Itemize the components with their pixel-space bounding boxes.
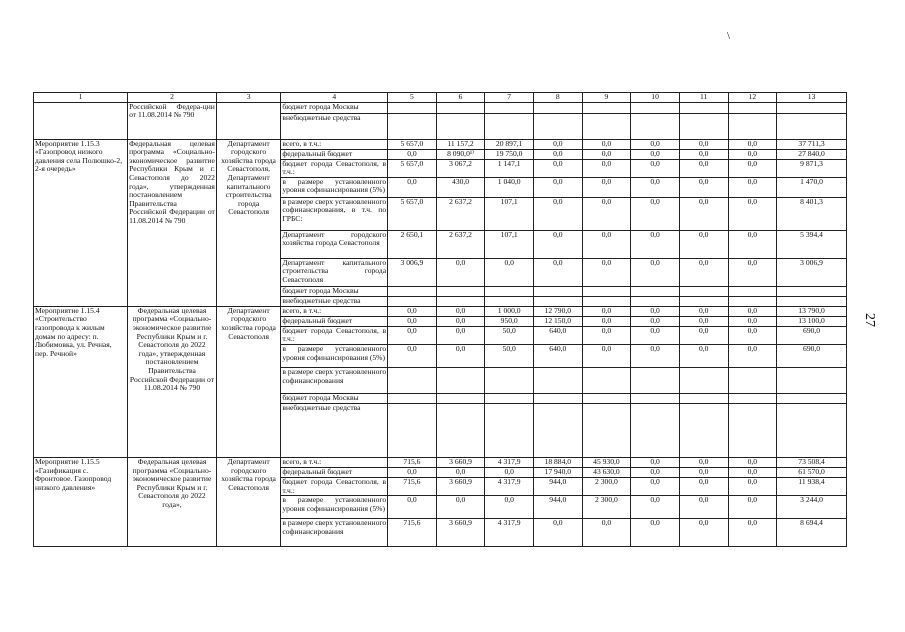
- value-cell: 0,0: [388, 467, 437, 477]
- value-cell: 5 394,4: [777, 230, 847, 258]
- value-cell: [388, 403, 437, 457]
- source-label: Департамент капитального строительства города Севастополя: [281, 258, 388, 286]
- value-cell: 1 040,0: [485, 177, 534, 197]
- value-cell: 27 840,0: [777, 149, 847, 159]
- source-label: бюджет города Москвы: [281, 102, 388, 113]
- value-cell: 5 657,0: [388, 197, 437, 230]
- cell-blank: [216, 102, 280, 139]
- value-cell: 0,0: [582, 197, 631, 230]
- value-cell: [582, 102, 631, 113]
- source-label: федеральный бюджет: [281, 316, 388, 326]
- value-cell: 37 711,3: [777, 139, 847, 149]
- value-cell: 0,0: [679, 344, 728, 367]
- value-cell: 0,0: [631, 344, 680, 367]
- value-cell: 0,0: [728, 306, 777, 316]
- value-cell: [582, 286, 631, 296]
- budget-table: [33, 92, 847, 547]
- source-label: в размере установленного уровня софинансирования (5%): [281, 496, 388, 519]
- value-cell: [534, 403, 583, 457]
- value-cell: 0,0: [631, 477, 680, 495]
- value-cell: [582, 403, 631, 457]
- value-cell: 0,0: [485, 258, 534, 286]
- value-cell: 0,0: [728, 149, 777, 159]
- measure-title: Мероприятие 1.15.3 «Газопровод низкого давления села Полюшко-2, 2-я очередь»: [34, 139, 128, 306]
- value-cell: 0,0: [631, 139, 680, 149]
- value-cell: 20 897,1: [485, 139, 534, 149]
- value-cell: 950,0: [485, 316, 534, 326]
- value-cell: 0,0: [631, 326, 680, 344]
- value-cell: 640,0: [534, 344, 583, 367]
- header-cell: 2: [128, 93, 217, 103]
- value-cell: 43 630,0: [582, 467, 631, 477]
- value-cell: 3 006,9: [388, 258, 437, 286]
- value-cell: [777, 296, 847, 306]
- value-cell: 0,0: [679, 326, 728, 344]
- value-cell: 0,0: [679, 467, 728, 477]
- value-cell: 8 090,0¹⁾: [436, 149, 485, 159]
- value-cell: 0,0: [582, 316, 631, 326]
- value-cell: 2 300,0: [582, 477, 631, 495]
- source-label: в размере сверх установленного софинансирования: [281, 367, 388, 393]
- measure-title: Мероприятие 1.15.5 «Газификация с. Фронтовое. Газопровод низкого давления»: [34, 457, 128, 546]
- value-cell: [631, 113, 680, 139]
- value-cell: 0,0: [679, 139, 728, 149]
- value-cell: 0,0: [679, 496, 728, 519]
- header-cell: 11: [679, 93, 728, 103]
- value-cell: 0,0: [534, 149, 583, 159]
- value-cell: [485, 393, 534, 403]
- value-cell: [728, 393, 777, 403]
- value-cell: [485, 113, 534, 139]
- value-cell: 0,0: [728, 316, 777, 326]
- department-cell: Департамент городского хозяйства города Севастополя, Департамент капитального строительства города Севастополя: [216, 139, 280, 306]
- value-cell: 0,0: [631, 467, 680, 477]
- value-cell: 12 790,0: [534, 306, 583, 316]
- value-cell: 0,0: [485, 496, 534, 519]
- value-cell: 0,0: [436, 344, 485, 367]
- value-cell: [679, 296, 728, 306]
- value-cell: 640,0: [534, 326, 583, 344]
- value-cell: 0,0: [582, 149, 631, 159]
- source-label: бюджет города Севастополя, в т.ч.:: [282, 326, 387, 344]
- value-cell: [534, 296, 583, 306]
- value-cell: 0,0: [728, 159, 777, 177]
- value-cell: [388, 102, 437, 113]
- header-cell: 13: [777, 93, 847, 103]
- table-row: [34, 457, 847, 467]
- value-cell: 73 508,4: [777, 457, 847, 467]
- value-cell: 0,0: [436, 258, 485, 286]
- value-cell: [485, 102, 534, 113]
- value-cell: 944,0: [534, 477, 583, 495]
- value-cell: [631, 102, 680, 113]
- value-cell: [631, 296, 680, 306]
- value-cell: 0,0: [679, 457, 728, 467]
- value-cell: [388, 113, 437, 139]
- value-cell: [777, 403, 847, 457]
- source-label: всего, в т.ч.:: [281, 139, 388, 149]
- value-cell: [679, 393, 728, 403]
- value-cell: 0,0: [582, 177, 631, 197]
- value-cell: [534, 286, 583, 296]
- value-cell: 0,0: [631, 149, 680, 159]
- value-cell: 8 694,4: [777, 519, 847, 547]
- value-cell: 0,0: [436, 316, 485, 326]
- value-cell: 0,0: [631, 258, 680, 286]
- value-cell: 3 244,0: [777, 496, 847, 519]
- value-cell: [485, 367, 534, 393]
- value-cell: 0,0: [534, 197, 583, 230]
- source-label: всего, в т.ч.:: [281, 306, 388, 316]
- value-cell: 0,0: [728, 230, 777, 258]
- value-cell: 12 150,0: [534, 316, 583, 326]
- value-cell: 0,0: [388, 344, 437, 367]
- program-cell: Федеральная целевая программа «Социально-экономическое развитие Республики Крым и г. Севастополя до 2022 года», утвержденная постановлением Правительства Российской Федерации от 11.08.2014 № 790: [128, 139, 217, 306]
- value-cell: 0,0: [679, 477, 728, 495]
- value-cell: [777, 102, 847, 113]
- value-cell: [534, 102, 583, 113]
- value-cell: 4 317,9: [485, 477, 534, 495]
- value-cell: 0,0: [388, 149, 437, 159]
- value-cell: [777, 286, 847, 296]
- value-cell: 0,0: [485, 467, 534, 477]
- value-cell: 0,0: [728, 197, 777, 230]
- value-cell: [679, 403, 728, 457]
- value-cell: 0,0: [631, 159, 680, 177]
- value-cell: [534, 113, 583, 139]
- value-cell: [679, 113, 728, 139]
- value-cell: 430,0: [436, 177, 485, 197]
- value-cell: 0,0: [534, 258, 583, 286]
- header-cell: 9: [582, 93, 631, 103]
- value-cell: 0,0: [728, 457, 777, 467]
- value-cell: [631, 403, 680, 457]
- value-cell: 45 930,0: [582, 457, 631, 467]
- source-label: в размере сверх установленного софинансирования, в т.ч. по ГРБС:: [281, 197, 388, 230]
- value-cell: 19 750,0: [485, 149, 534, 159]
- value-cell: 5 657,0: [388, 139, 437, 149]
- value-cell: 715,6: [388, 457, 437, 467]
- header-cell: 5: [388, 93, 437, 103]
- value-cell: [728, 367, 777, 393]
- source-label: Департамент городского хозяйства города Севастополя: [281, 230, 388, 258]
- value-cell: 5 657,0: [388, 159, 437, 177]
- table-row: [34, 102, 847, 113]
- value-cell: 0,0: [388, 177, 437, 197]
- value-cell: 9 871,3: [777, 159, 847, 177]
- value-cell: 0,0: [631, 457, 680, 467]
- source-label: внебюджетные средства: [281, 403, 388, 457]
- table-row: [34, 139, 847, 149]
- value-cell: 0,0: [679, 306, 728, 316]
- header-cell: 3: [216, 93, 280, 103]
- header-cell: 8: [534, 93, 583, 103]
- value-cell: 11 938,4: [777, 477, 847, 495]
- source-label: в размере установленного уровня софинансирования (5%): [281, 177, 388, 197]
- value-cell: [436, 286, 485, 296]
- value-cell: 0,0: [631, 316, 680, 326]
- value-cell: 0,0: [388, 326, 437, 344]
- value-cell: 0,0: [728, 496, 777, 519]
- value-cell: [679, 102, 728, 113]
- value-cell: 2 637,2: [436, 197, 485, 230]
- value-cell: [388, 286, 437, 296]
- value-cell: 18 884,0: [534, 457, 583, 467]
- header-cell: 12: [728, 93, 777, 103]
- value-cell: 0,0: [436, 496, 485, 519]
- value-cell: 0,0: [679, 316, 728, 326]
- measure-title: Мероприятие 1.15.4 «Строительство газопровода к жилым домам по адресу: п. Любимовка, ул. Речная, пер. Речной»: [34, 306, 128, 457]
- department-cell: Департамент городского хозяйства города Севастополя: [216, 306, 280, 457]
- value-cell: 13 100,0: [777, 316, 847, 326]
- value-cell: 0,0: [679, 149, 728, 159]
- value-cell: [485, 403, 534, 457]
- value-cell: 0,0: [728, 258, 777, 286]
- value-cell: 0,0: [582, 326, 631, 344]
- value-cell: [728, 102, 777, 113]
- value-cell: 0,0: [728, 519, 777, 547]
- corner-mark: \: [727, 30, 731, 42]
- value-cell: 11 157,2: [436, 139, 485, 149]
- value-cell: [388, 367, 437, 393]
- value-cell: [582, 393, 631, 403]
- value-cell: 1 470,0: [777, 177, 847, 197]
- cell-blank: [34, 102, 128, 139]
- source-label: всего, в т.ч.:: [281, 457, 388, 467]
- value-cell: 17 940,0: [534, 467, 583, 477]
- value-cell: 0,0: [679, 519, 728, 547]
- header-row: [34, 93, 847, 103]
- value-cell: [777, 367, 847, 393]
- value-cell: 0,0: [679, 177, 728, 197]
- value-cell: [582, 113, 631, 139]
- value-cell: [436, 113, 485, 139]
- value-cell: 0,0: [388, 306, 437, 316]
- value-cell: 1 147,1: [485, 159, 534, 177]
- value-cell: 0,0: [631, 306, 680, 316]
- value-cell: [485, 286, 534, 296]
- value-cell: [582, 367, 631, 393]
- source-label: бюджет города Севастополя, в т.ч.:: [282, 159, 387, 177]
- value-cell: 3 660,9: [436, 477, 485, 495]
- header-cell: 4: [281, 93, 388, 103]
- source-label: в размере установленного уровня софинансирования (5%): [281, 344, 388, 367]
- value-cell: [436, 403, 485, 457]
- value-cell: 107,1: [485, 197, 534, 230]
- value-cell: 0,0: [728, 477, 777, 495]
- value-cell: [436, 296, 485, 306]
- value-cell: 0,0: [436, 326, 485, 344]
- source-label: внебюджетные средства: [281, 113, 388, 139]
- value-cell: 3 660,9: [436, 457, 485, 467]
- value-cell: 0,0: [728, 467, 777, 477]
- value-cell: 50,0: [485, 326, 534, 344]
- value-cell: [777, 393, 847, 403]
- value-cell: [679, 286, 728, 296]
- value-cell: 0,0: [582, 306, 631, 316]
- value-cell: 3 006,9: [777, 258, 847, 286]
- value-cell: 944,0: [534, 496, 583, 519]
- value-cell: [436, 367, 485, 393]
- value-cell: 2 650,1: [388, 230, 437, 258]
- value-cell: 13 790,0: [777, 306, 847, 316]
- value-cell: [728, 296, 777, 306]
- source-label: бюджет города Москвы: [281, 286, 388, 296]
- value-cell: 715,6: [388, 519, 437, 547]
- value-cell: [728, 113, 777, 139]
- header-cell: 6: [436, 93, 485, 103]
- department-cell: Департамент городского хозяйства города Севастополя: [216, 457, 280, 546]
- value-cell: [485, 296, 534, 306]
- value-cell: 4 317,9: [485, 519, 534, 547]
- value-cell: 0,0: [582, 230, 631, 258]
- source-label: бюджет города Москвы: [281, 393, 388, 403]
- value-cell: 1 000,0: [485, 306, 534, 316]
- value-cell: 0,0: [631, 177, 680, 197]
- value-cell: 0,0: [582, 258, 631, 286]
- value-cell: 61 570,0: [777, 467, 847, 477]
- value-cell: 0,0: [728, 326, 777, 344]
- value-cell: 0,0: [534, 519, 583, 547]
- value-cell: 715,6: [388, 477, 437, 495]
- table-row: [34, 306, 847, 316]
- value-cell: 0,0: [679, 197, 728, 230]
- value-cell: 0,0: [534, 159, 583, 177]
- value-cell: 0,0: [534, 139, 583, 149]
- value-cell: [777, 113, 847, 139]
- value-cell: 0,0: [534, 177, 583, 197]
- value-cell: 0,0: [631, 496, 680, 519]
- value-cell: 4 317,9: [485, 457, 534, 467]
- value-cell: 0,0: [728, 177, 777, 197]
- value-cell: 2 637,2: [436, 230, 485, 258]
- value-cell: [631, 286, 680, 296]
- value-cell: 0,0: [631, 230, 680, 258]
- program-cell: Российской Федера-ции от 11.08.2014 № 790: [128, 102, 217, 139]
- header-cell: 1: [34, 93, 128, 103]
- value-cell: 0,0: [534, 230, 583, 258]
- value-cell: [388, 393, 437, 403]
- value-cell: 0,0: [728, 344, 777, 367]
- value-cell: 2 300,0: [582, 496, 631, 519]
- value-cell: 0,0: [728, 139, 777, 149]
- source-label: федеральный бюджет: [281, 149, 388, 159]
- source-label: внебюджетные средства: [281, 296, 388, 306]
- value-cell: 0,0: [436, 306, 485, 316]
- value-cell: [679, 367, 728, 393]
- value-cell: [436, 393, 485, 403]
- value-cell: 0,0: [582, 159, 631, 177]
- value-cell: [631, 367, 680, 393]
- program-cell: Федеральная целевая программа «Социально-экономическое развитие Республики Крым и г. Севастополя до 2022 года»,: [128, 457, 217, 546]
- value-cell: 0,0: [679, 159, 728, 177]
- value-cell: [534, 393, 583, 403]
- program-cell: Федеральная целевая программа «Социально-экономическое развитие Республики Крым и г. Севастополя до 2022 года», утвержденная постановлением Правительства Российской Федерации от 11.08.2014 № 790: [128, 306, 217, 457]
- source-label: в размере сверх установленного софинансирования: [281, 519, 388, 547]
- source-label: бюджет города Севастополя, в т.ч.:: [282, 477, 387, 495]
- value-cell: 690,0: [777, 326, 847, 344]
- value-cell: [728, 403, 777, 457]
- value-cell: 3 067,2: [436, 159, 485, 177]
- value-cell: 0,0: [436, 467, 485, 477]
- value-cell: 690,0: [777, 344, 847, 367]
- value-cell: [436, 102, 485, 113]
- value-cell: 0,0: [388, 316, 437, 326]
- page-number: 27: [862, 313, 877, 327]
- value-cell: 0,0: [679, 230, 728, 258]
- value-cell: 0,0: [631, 197, 680, 230]
- header-cell: 7: [485, 93, 534, 103]
- header-cell: 10: [631, 93, 680, 103]
- value-cell: 107,1: [485, 230, 534, 258]
- value-cell: 0,0: [582, 519, 631, 547]
- value-cell: 50,0: [485, 344, 534, 367]
- value-cell: 3 660,9: [436, 519, 485, 547]
- value-cell: 0,0: [388, 496, 437, 519]
- value-cell: [388, 296, 437, 306]
- source-label: федеральный бюджет: [281, 467, 388, 477]
- value-cell: [728, 286, 777, 296]
- value-cell: 0,0: [582, 139, 631, 149]
- value-cell: 0,0: [582, 344, 631, 367]
- value-cell: [582, 296, 631, 306]
- value-cell: 0,0: [679, 258, 728, 286]
- value-cell: [631, 393, 680, 403]
- value-cell: 8 401,3: [777, 197, 847, 230]
- value-cell: [534, 367, 583, 393]
- value-cell: 0,0: [631, 519, 680, 547]
